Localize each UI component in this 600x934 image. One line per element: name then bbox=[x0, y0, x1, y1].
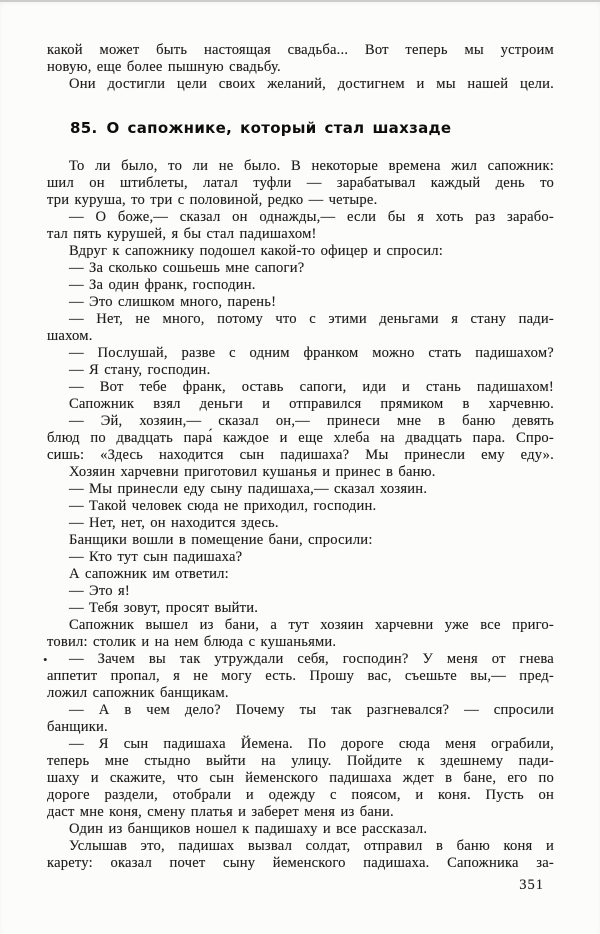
story-text-line: Сапожник взял деньги и отправился прямиком в харчевню. bbox=[69, 396, 554, 412]
story-text-line: — Вот тебе франк, оставь сапоги, иди и стань падишахом! bbox=[69, 379, 554, 395]
chapter-heading bbox=[70, 119, 451, 137]
story-text-line: — Тебя зовут, просят выйти. bbox=[69, 600, 259, 616]
story-text-line: А сапожник им ответил: bbox=[69, 566, 229, 582]
page-number: 351 bbox=[519, 877, 544, 893]
story-text-line: тал пять курушей, я бы стал падишахом! bbox=[47, 226, 317, 242]
story-text-line: — А в чем дело? Почему ты так разгневался? — спросили bbox=[69, 702, 554, 718]
intro-text-line: новую, еще более пышную свадьбу. bbox=[47, 59, 281, 75]
story-text-line: блюд по двадцать пара́ каждое и еще хлеба на двадцать пара. Спро- bbox=[47, 430, 554, 446]
story-text-line: — О боже,— сказал он однажды,— если бы я хоть раз зарабо- bbox=[69, 209, 554, 225]
story-text-line: Хозяин харчевни приготовил кушанья и принес в баню. bbox=[69, 464, 436, 480]
story-text-line: — Мы принесли еду сыну падишаха,— сказал хозяин. bbox=[69, 481, 428, 497]
chapter-number: 85. bbox=[70, 119, 98, 137]
story-text-line: шил он штиблеты, латал туфли — зарабатывал каждый день то bbox=[47, 175, 554, 191]
story-text-line: аппетит пропал, я не могу есть. Прошу вас, съешьте вы,— пред- bbox=[47, 668, 554, 684]
story-text bbox=[47, 158, 554, 872]
story-text-line: карету: оказал почет сыну йеменского падишаха. Сапожника за- bbox=[47, 855, 554, 871]
story-text-line: — Зачем вы так утруждали себя, господин? У меня от гнева bbox=[69, 651, 554, 667]
story-text-line: три куруша, то три с половиной, редко — четыре. bbox=[47, 192, 378, 208]
story-text-line: теперь мне стыдно выйти на улицу. Пойдите к здешнему пади- bbox=[47, 753, 554, 769]
story-text-line: — Эй, хозяин,— сказал он,— принеси мне в баню девять bbox=[69, 413, 554, 429]
story-text-line: Сапожник вышел из бани, а тут хозяин харчевни уже все приго- bbox=[69, 617, 554, 633]
story-text-line: — Я стану, господин. bbox=[69, 362, 211, 378]
story-text-line: — Это слишком много, парень! bbox=[69, 294, 277, 310]
story-text-line: банщики. bbox=[47, 719, 108, 735]
story-text-line: — За сколько сошьешь мне сапоги? bbox=[69, 260, 305, 276]
story-text-line: — Такой человек сюда не приходил, господин. bbox=[69, 498, 377, 514]
story-text-line: товил: столик и на нем блюда с кушаньями. bbox=[47, 634, 337, 650]
story-text-line: — Послушай, разве с одним франком можно стать падишахом? bbox=[69, 345, 554, 361]
story-text-line: — Я сын падишаха Йемена. По дороге сюда меня ограбили, bbox=[69, 736, 554, 752]
story-text-line: сишь: «Здесь находится сын падишаха? Мы принесли ему еду». bbox=[47, 447, 554, 463]
intro-text-line: Они достигли цели своих желаний, достигнем и мы нашей цели. bbox=[69, 76, 554, 92]
story-text-line: даст мне коня, смену платья и заберет меня из бани. bbox=[47, 804, 394, 820]
story-text-line: — Нет, нет, он находится здесь. bbox=[69, 515, 279, 531]
story-text-line: То ли было, то ли не было. В некоторые времена жил сапожник: bbox=[69, 158, 554, 174]
intro-text-line: какой может быть настоящая свадьба... Вот теперь мы устроим bbox=[47, 42, 554, 58]
story-text-line: — За один франк, господин. bbox=[69, 277, 256, 293]
story-text-line: ложил сапожник банщикам. bbox=[47, 685, 229, 701]
story-text-line: дороге раздели, отобрали и одежду с поясом, и коня. Пусть он bbox=[47, 787, 554, 803]
story-text-line: Услышав это, падишах вызвал солдат, отправил в баню коня и bbox=[69, 838, 554, 854]
story-text-line: шахом. bbox=[47, 328, 93, 344]
intro-paragraphs bbox=[47, 42, 554, 93]
story-text-line: Банщики вошли в помещение бани, спросили: bbox=[69, 532, 373, 548]
story-text-line: — Кто тут сын падишаха? bbox=[69, 549, 243, 565]
story-text-line: Один из банщиков ношел к падишаху и все рассказал. bbox=[69, 821, 428, 837]
story-text-line: шаху и скажите, что сын йеменского падишаха ждет в бане, его по bbox=[47, 770, 554, 786]
margin-dot: • bbox=[43, 652, 48, 667]
story-text-line: Вдруг к сапожнику подошел какой-то офицер и спросил: bbox=[69, 243, 443, 259]
chapter-title: О сапожнике, который стал шахзаде bbox=[106, 119, 452, 137]
story-text-line: — Это я! bbox=[69, 583, 130, 599]
story-text-line: — Нет, не много, потому что с этими деньгами я стану пади- bbox=[69, 311, 554, 327]
